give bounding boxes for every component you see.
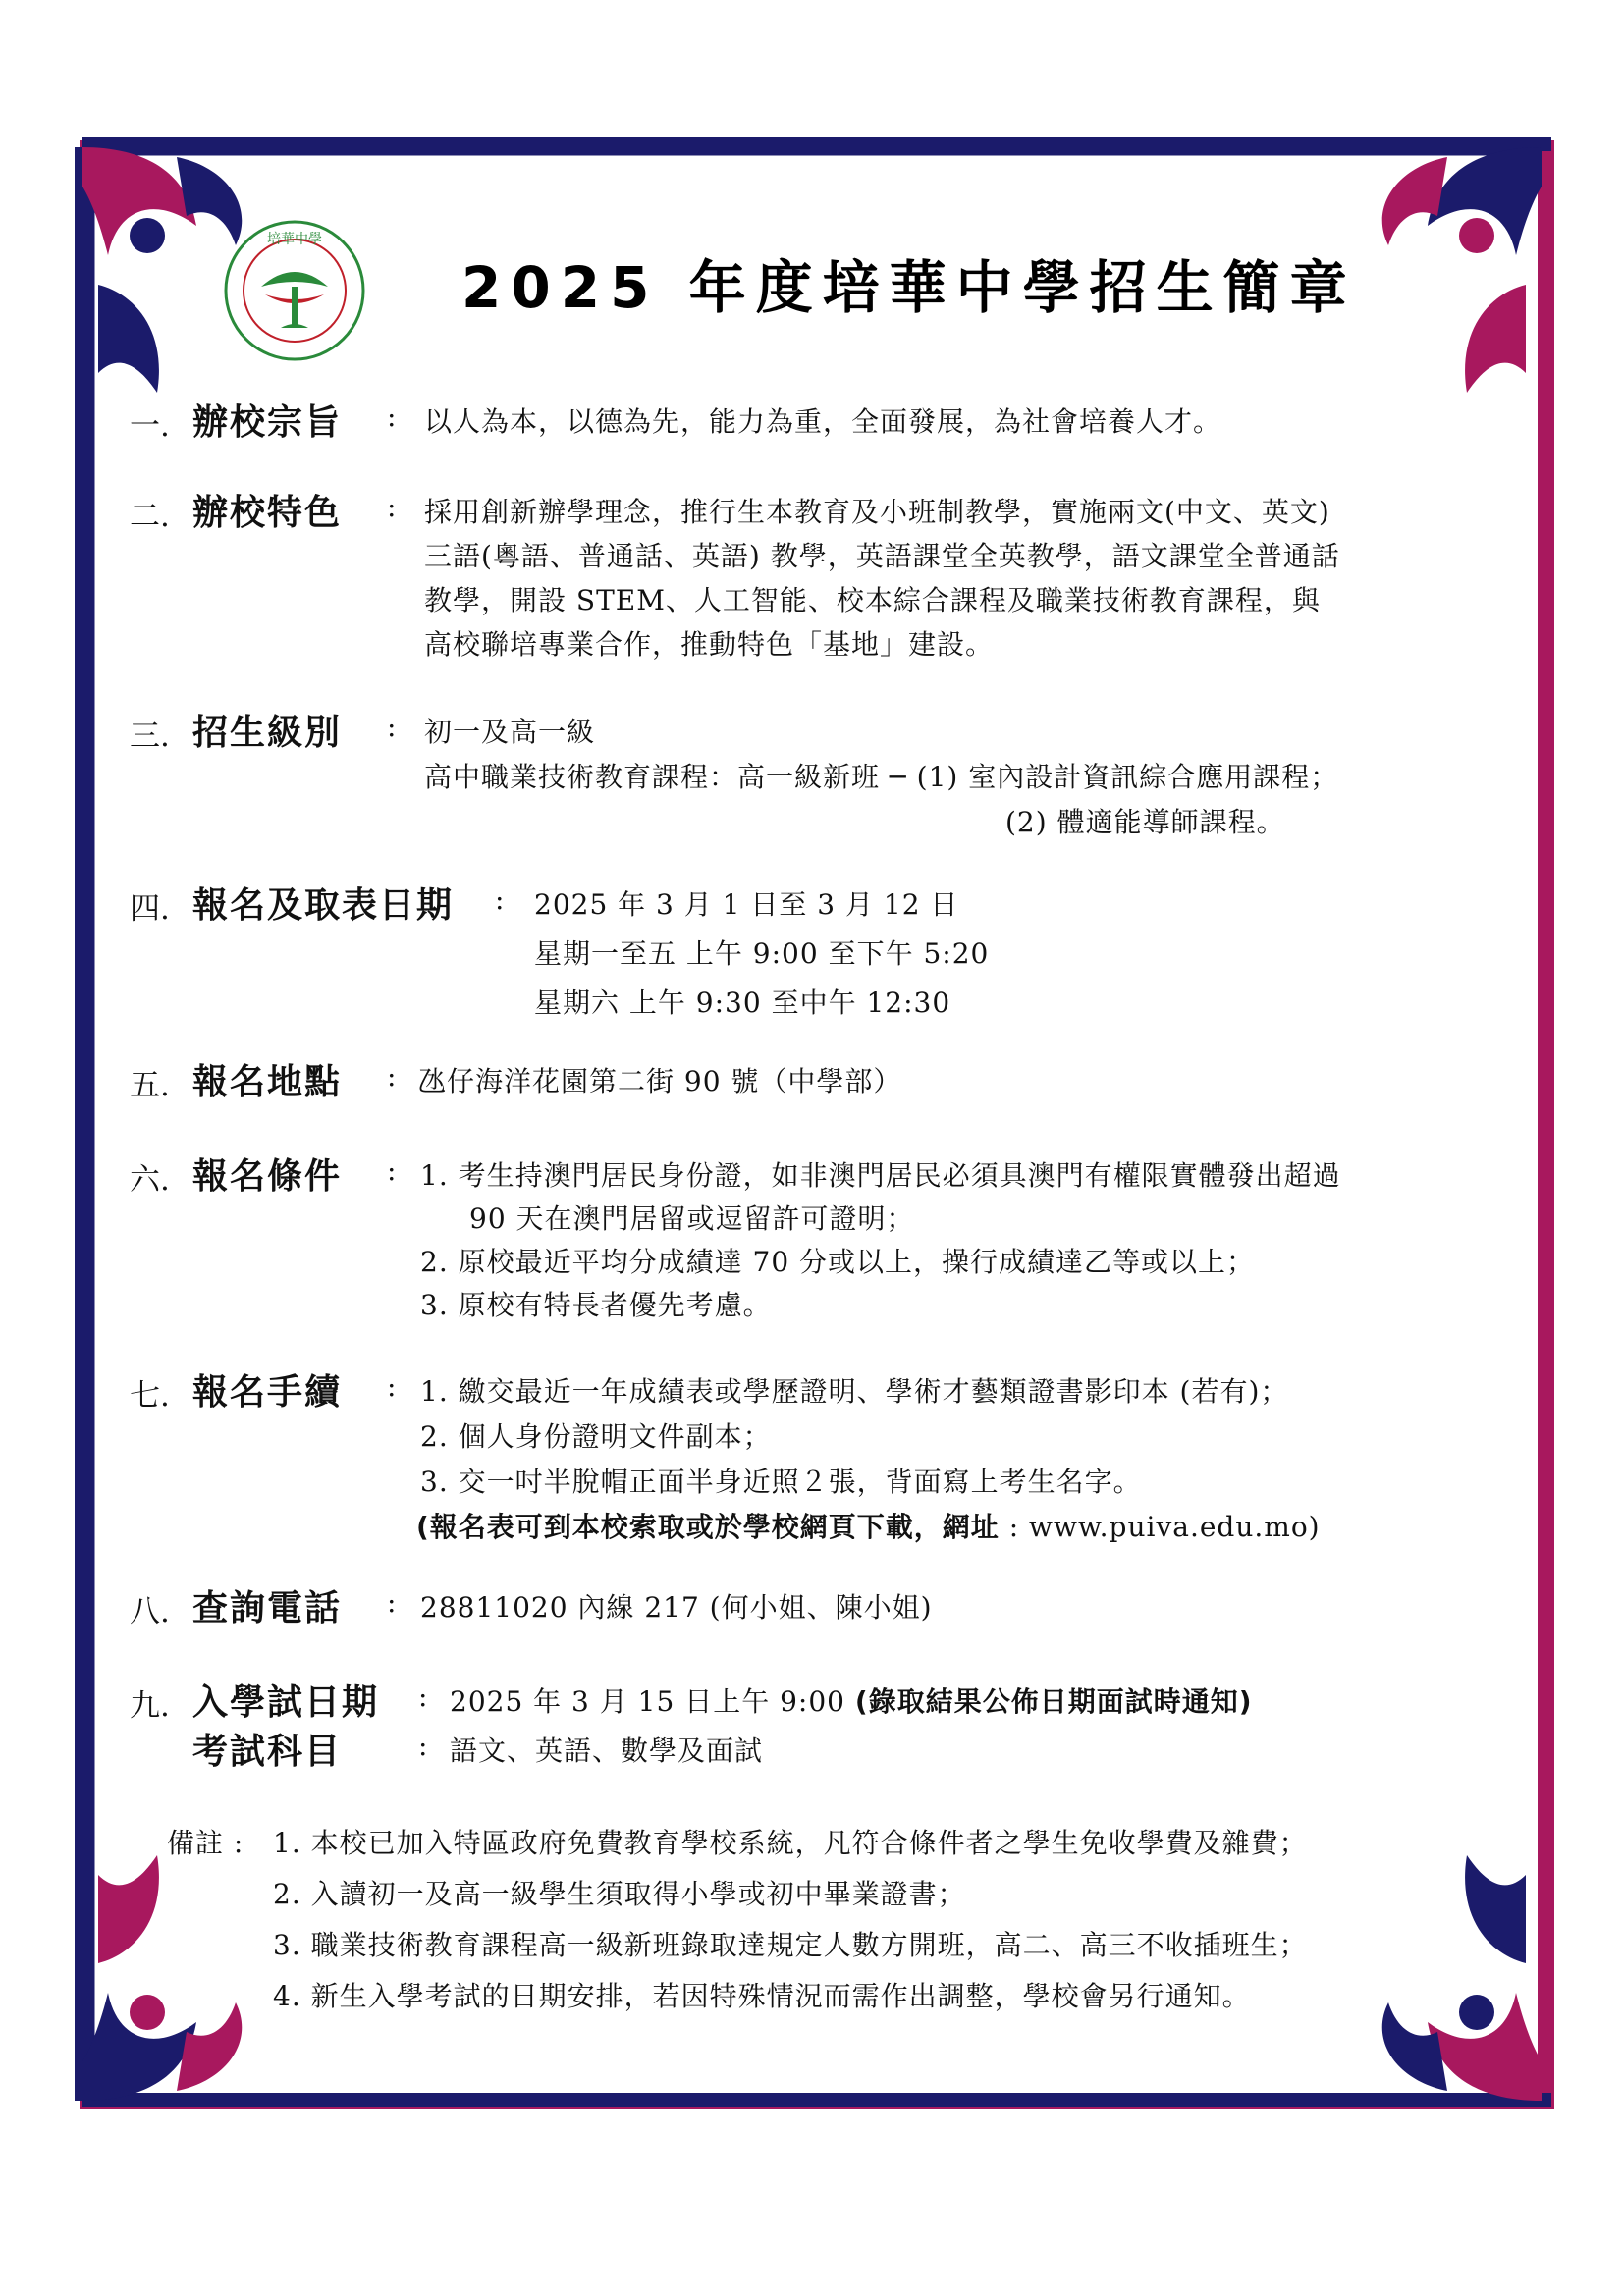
section-text: 高中職業技術教育課程：高一級新班 ─ (1) 室內設計資訊綜合應用課程； xyxy=(424,761,1339,793)
remarks-item: 3. 職業技術教育課程高一級新班錄取達規定人數方開班，高二、高三不收插班生； xyxy=(273,1929,1308,1961)
section-text: 星期六 上午 9:30 至中午 12:30 xyxy=(534,987,951,1019)
remarks-label: 備註 : xyxy=(167,1827,244,1859)
svg-text:培華中學: 培華中學 xyxy=(267,232,322,247)
section-title: 報名及取表日期 xyxy=(192,885,455,926)
corner-ornament-bottom-right xyxy=(1382,1855,1542,2101)
corner-ornament-bottom-left xyxy=(82,1855,242,2101)
section-title: 報名條件 xyxy=(192,1156,343,1197)
section-text: 教學，開設 STEM、人工智能、校本綜合課程及職業技術教育課程，與 xyxy=(424,584,1321,616)
remarks-item: 1. 本校已加入特區政府免費教育學校系統，凡符合條件者之學生免收學費及雜費； xyxy=(273,1827,1308,1859)
section-title: 入學試日期 xyxy=(192,1682,380,1723)
section-number: 三. xyxy=(130,719,170,754)
remarks-item: 4. 新生入學考試的日期安排，若因特殊情況而需作出調整，學校會另行通知。 xyxy=(273,1980,1251,2012)
section-text: (2) 體適能導師課程。 xyxy=(1005,806,1285,838)
section-text: 1. 繳交最近一年成績表或學歷證明、學術才藝類證書影印本 (若有)； xyxy=(420,1375,1289,1408)
section-number: 四. xyxy=(130,891,170,927)
section-number: 五. xyxy=(130,1068,170,1103)
section-text: 星期一至五 上午 9:00 至下午 5:20 xyxy=(534,937,990,970)
section-text: 2025 年 3 月 1 日至 3 月 12 日 xyxy=(534,888,959,921)
section-note: (報名表可到本校索取或於學校網頁下載，網址 : www.puiva.edu.mo) xyxy=(416,1511,1321,1543)
section-text: 1. 考生持澳門居民身份證，如非澳門居民必須具澳門有權限實體發出超過 xyxy=(420,1159,1341,1192)
section-text: 28811020 內線 217 (何小姐、陳小姐) xyxy=(420,1591,933,1624)
section-text: 以人為本，以德為先，能力為重，全面發展，為社會培養人才。 xyxy=(424,405,1222,438)
section-text: 2. 原校最近平均分成績達 70 分或以上，操行成績達乙等或以上； xyxy=(420,1246,1256,1278)
section-text: 3. 交一吋半脫帽正面半身近照２張，背面寫上考生名字。 xyxy=(420,1466,1142,1498)
school-logo xyxy=(222,218,367,363)
section-text: 3. 原校有特長者優先考慮。 xyxy=(420,1289,772,1321)
section-number: 九. xyxy=(130,1688,170,1724)
section-title-2: 考試科目 xyxy=(192,1732,343,1772)
section-number: 六. xyxy=(130,1162,170,1198)
section-title: 報名手續 xyxy=(192,1372,343,1413)
section-text: 2025 年 3 月 15 日上午 9:00 (錄取結果公佈日期面試時通知) xyxy=(450,1685,1253,1718)
corner-ornament-top-right xyxy=(1382,147,1542,393)
section-text: 語文、英語、數學及面試 xyxy=(450,1735,764,1767)
section-text: 90 天在澳門居留或逗留許可證明； xyxy=(469,1202,915,1235)
section-number: 二. xyxy=(130,499,170,534)
corner-ornament-top-left xyxy=(82,147,242,393)
section-text: 氹仔海洋花園第二街 90 號（中學部） xyxy=(418,1065,902,1097)
section-title: 查詢電話 xyxy=(192,1588,343,1629)
document-title: 2025 年度培華中學招生簡章 xyxy=(461,254,1357,321)
section-title: 辦校宗旨 xyxy=(192,402,343,443)
remarks-item: 2. 入讀初一及高一級學生須取得小學或初中畢業證書； xyxy=(273,1878,966,1910)
section-title: 辦校特色 xyxy=(192,493,343,533)
section-text: 2. 個人身份證明文件副本； xyxy=(420,1420,772,1453)
section-text: 高校聯培專業合作，推動特色「基地」建設。 xyxy=(424,628,995,661)
section-text: 採用創新辦學理念，推行生本教育及小班制教學，實施兩文(中文、英文) xyxy=(424,496,1330,528)
section-title: 招生級別 xyxy=(192,713,343,753)
section-number: 八. xyxy=(130,1594,170,1629)
section-title: 報名地點 xyxy=(192,1062,343,1102)
section-number: 七. xyxy=(130,1378,170,1414)
section-text: 初一及高一級 xyxy=(424,716,596,748)
section-number: 一. xyxy=(130,408,170,444)
section-text: 三語(粵語、普通話、英語) 教學，英語課堂全英教學，語文課堂全普通話 xyxy=(424,540,1340,572)
